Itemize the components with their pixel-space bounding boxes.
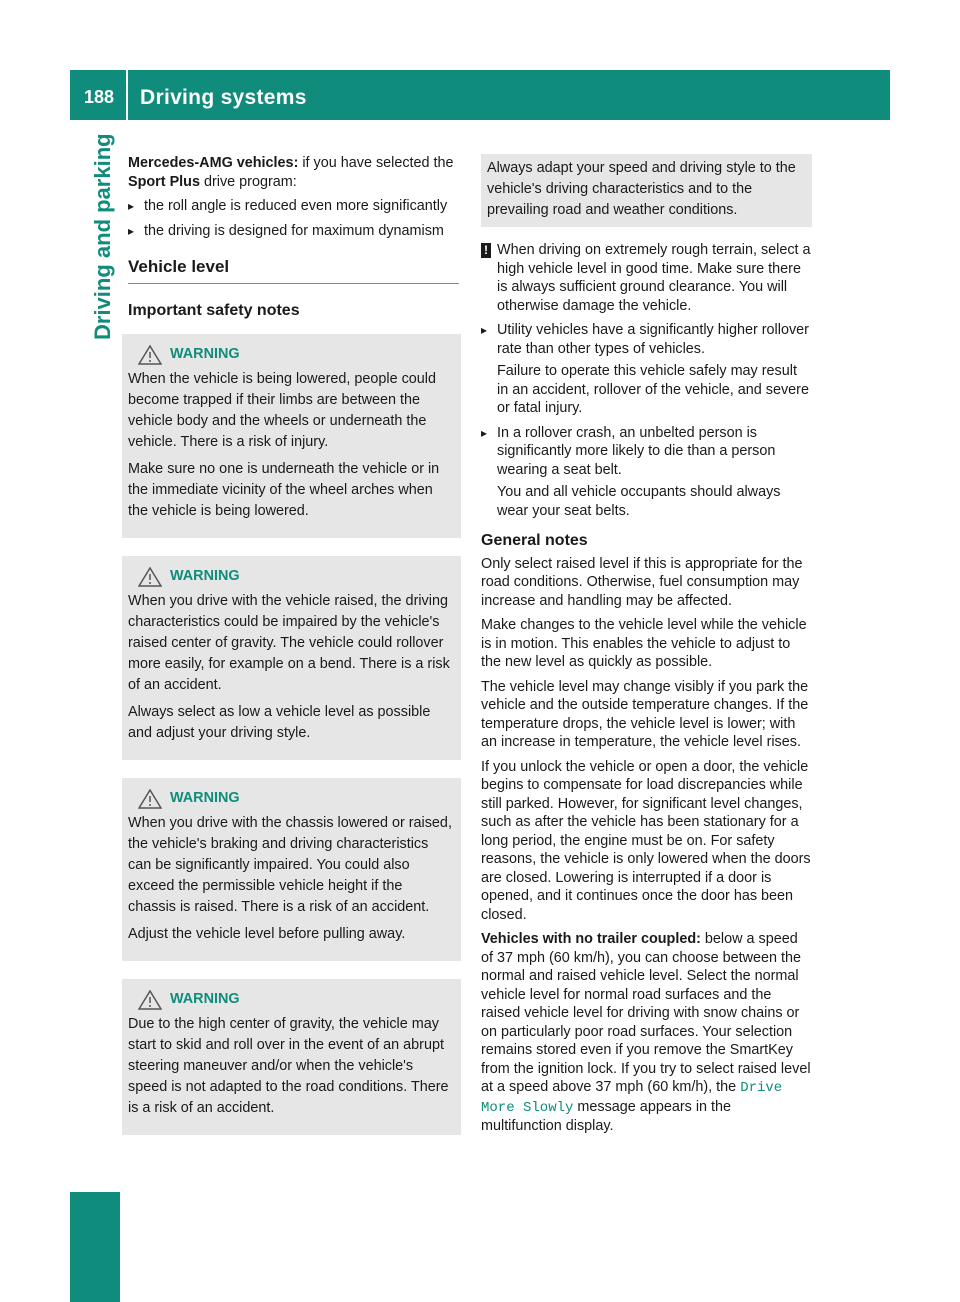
paragraph: Make changes to the vehicle level while the vehicle is in motion. This enables the vehicle to adjust to the new level as quickly as possible. xyxy=(481,617,807,670)
bullet-text: You and all vehicle occupants should always wear your seat belts. xyxy=(497,484,781,519)
trailer-text-end: message appears in the multifunction display. xyxy=(481,1098,732,1134)
warning-triangle-icon xyxy=(138,789,162,809)
list-item xyxy=(481,321,812,418)
notice-text: When driving on extremely rough terrain, select a high vehicle level in good time. Make sure there is always sufficient ground clearance. You will otherwise damage the vehicle. xyxy=(497,242,811,314)
vehicle-level-heading: Vehicle level xyxy=(128,257,230,276)
section-title: Driving systems xyxy=(140,86,307,109)
warning-text: Adjust the vehicle level before pulling away. xyxy=(128,926,406,942)
warning-header xyxy=(128,344,453,365)
warning-label: WARNING xyxy=(170,790,240,806)
bullet-text: In a rollover crash, an unbelted person is significantly more likely to die than a person wearing a seat belt. xyxy=(497,424,776,478)
warning-text: When the vehicle is being lowered, people could become trapped if their limbs are between the vehicle body and the wheels or underneath the vehicle. There is a risk of injury. xyxy=(128,371,436,450)
bullet-arrow-icon: ▸ xyxy=(481,323,488,337)
warning-text: When you drive with the chassis lowered or raised, the vehicle's braking and driving characteristics can be significantly impaired. You could also exceed the permissible vehicle height if the chassis is raised. There is a risk of an accident. xyxy=(128,815,452,915)
display-message: Drive More Slowly xyxy=(481,1080,783,1116)
paragraph xyxy=(481,930,812,1136)
list-item xyxy=(481,424,812,521)
side-tab-label: Driving and parking xyxy=(90,133,115,340)
warning-triangle-icon xyxy=(138,990,162,1010)
paragraph: The vehicle level may change visibly if you park the vehicle and the outside temperature changes. If the temperature drops, the vehicle level is lower; with an increase in temperature, the vehicle level rises. xyxy=(481,678,809,750)
page-number: 188 xyxy=(84,87,115,107)
warning-label: WARNING xyxy=(170,568,240,584)
list-item: ▸ the driving is designed for maximum dynamism xyxy=(128,222,459,241)
vehicle-level-heading-wrap xyxy=(128,258,459,284)
info-text: Always adapt your speed and driving style to the vehicle's driving characteristics and to the prevailing road and weather conditions. xyxy=(487,160,796,218)
warning-triangle-icon xyxy=(138,567,162,587)
amg-label: Mercedes-AMG vehicles: xyxy=(128,155,299,171)
warning-label: WARNING xyxy=(170,991,240,1007)
sport-plus-label: Sport Plus xyxy=(128,173,200,190)
warning-box-4 xyxy=(122,979,461,1135)
paragraph: If you unlock the vehicle or open a door, the vehicle begins to compensate for load discrepancies while still parked. However, for significant level changes, such as after the vehicle has been stationary for a long period, the engine must be on. For safety reasons, the vehicle is only lowered when the doors are closed. Lowering is interrupted if a door is opened, and it continues once the door has been closed. xyxy=(481,758,811,923)
trailer-label: Vehicles with no trailer coupled: xyxy=(481,931,701,947)
amg-text1: if you have selected the xyxy=(298,155,454,171)
amg-bullet-list xyxy=(128,197,459,240)
paragraph: Only select raised level if this is appropriate for the road conditions. Otherwise, fuel consumption may increase and handling may be affected. xyxy=(481,555,803,609)
warning-box-2 xyxy=(122,556,461,760)
notice xyxy=(481,241,812,315)
warning-label: WARNING xyxy=(170,346,240,362)
bullet-text: Failure to operate this vehicle safely may result in an accident, rollover of the vehicle, and severe or fatal injury. xyxy=(497,363,809,416)
exclamation-icon: ! xyxy=(481,243,491,258)
amg-paragraph xyxy=(128,154,459,191)
page-header xyxy=(70,70,890,120)
right-column xyxy=(481,154,812,1142)
left-column xyxy=(128,154,459,1153)
safety-notes-heading: Important safety notes xyxy=(128,301,300,319)
amg-text2: drive program: xyxy=(199,173,297,190)
warning-box-3 xyxy=(122,778,461,961)
warning-text: Make sure no one is underneath the vehicle or in the immediate vicinity of the wheel arches when the vehicle is being lowered. xyxy=(128,461,440,519)
warning-text: When you drive with the vehicle raised, the driving characteristics could be impaired by the vehicle's raised center of gravity. The vehicle could rollover more easily, for example on a bend. There is a risk of an accident. xyxy=(128,593,450,693)
bullet-arrow-icon: ▸ xyxy=(481,425,488,440)
warning-header xyxy=(128,788,453,809)
warning-triangle-icon xyxy=(138,345,162,365)
header-divider xyxy=(126,70,128,120)
general-notes-heading: General notes xyxy=(481,532,588,549)
warning-box-1 xyxy=(122,334,461,538)
side-tab-marker xyxy=(70,1192,120,1302)
warning-header xyxy=(128,566,453,587)
warning-text: Due to the high center of gravity, the vehicle may start to skid and roll over in the event of an abrupt steering maneuver and/or when the vehicle's speed is not adapted to the road conditions. There is a risk of an accident. xyxy=(128,1016,449,1116)
info-box xyxy=(481,154,812,227)
warning-header xyxy=(128,989,453,1010)
warning-text: Always select as low a vehicle level as possible and adjust your driving style. xyxy=(128,704,431,741)
trailer-text: below a speed of 37 mph (60 km/h), you can choose between the normal and raised vehicle level. Select the normal vehicle level for normal road surfaces and the raised vehicle level for driving with snow chains or on particularly poor road surfaces. Your selection remains stored even if you remove the SmartKey from the ignition lock. If you try to select raised level at a speed above 37 mph (60 km/h), the xyxy=(481,931,811,1095)
list-item: ▸ the roll angle is reduced even more significantly xyxy=(128,197,459,216)
bullet-text: Utility vehicles have a significantly higher rollover rate than other types of vehicles. xyxy=(497,322,809,357)
